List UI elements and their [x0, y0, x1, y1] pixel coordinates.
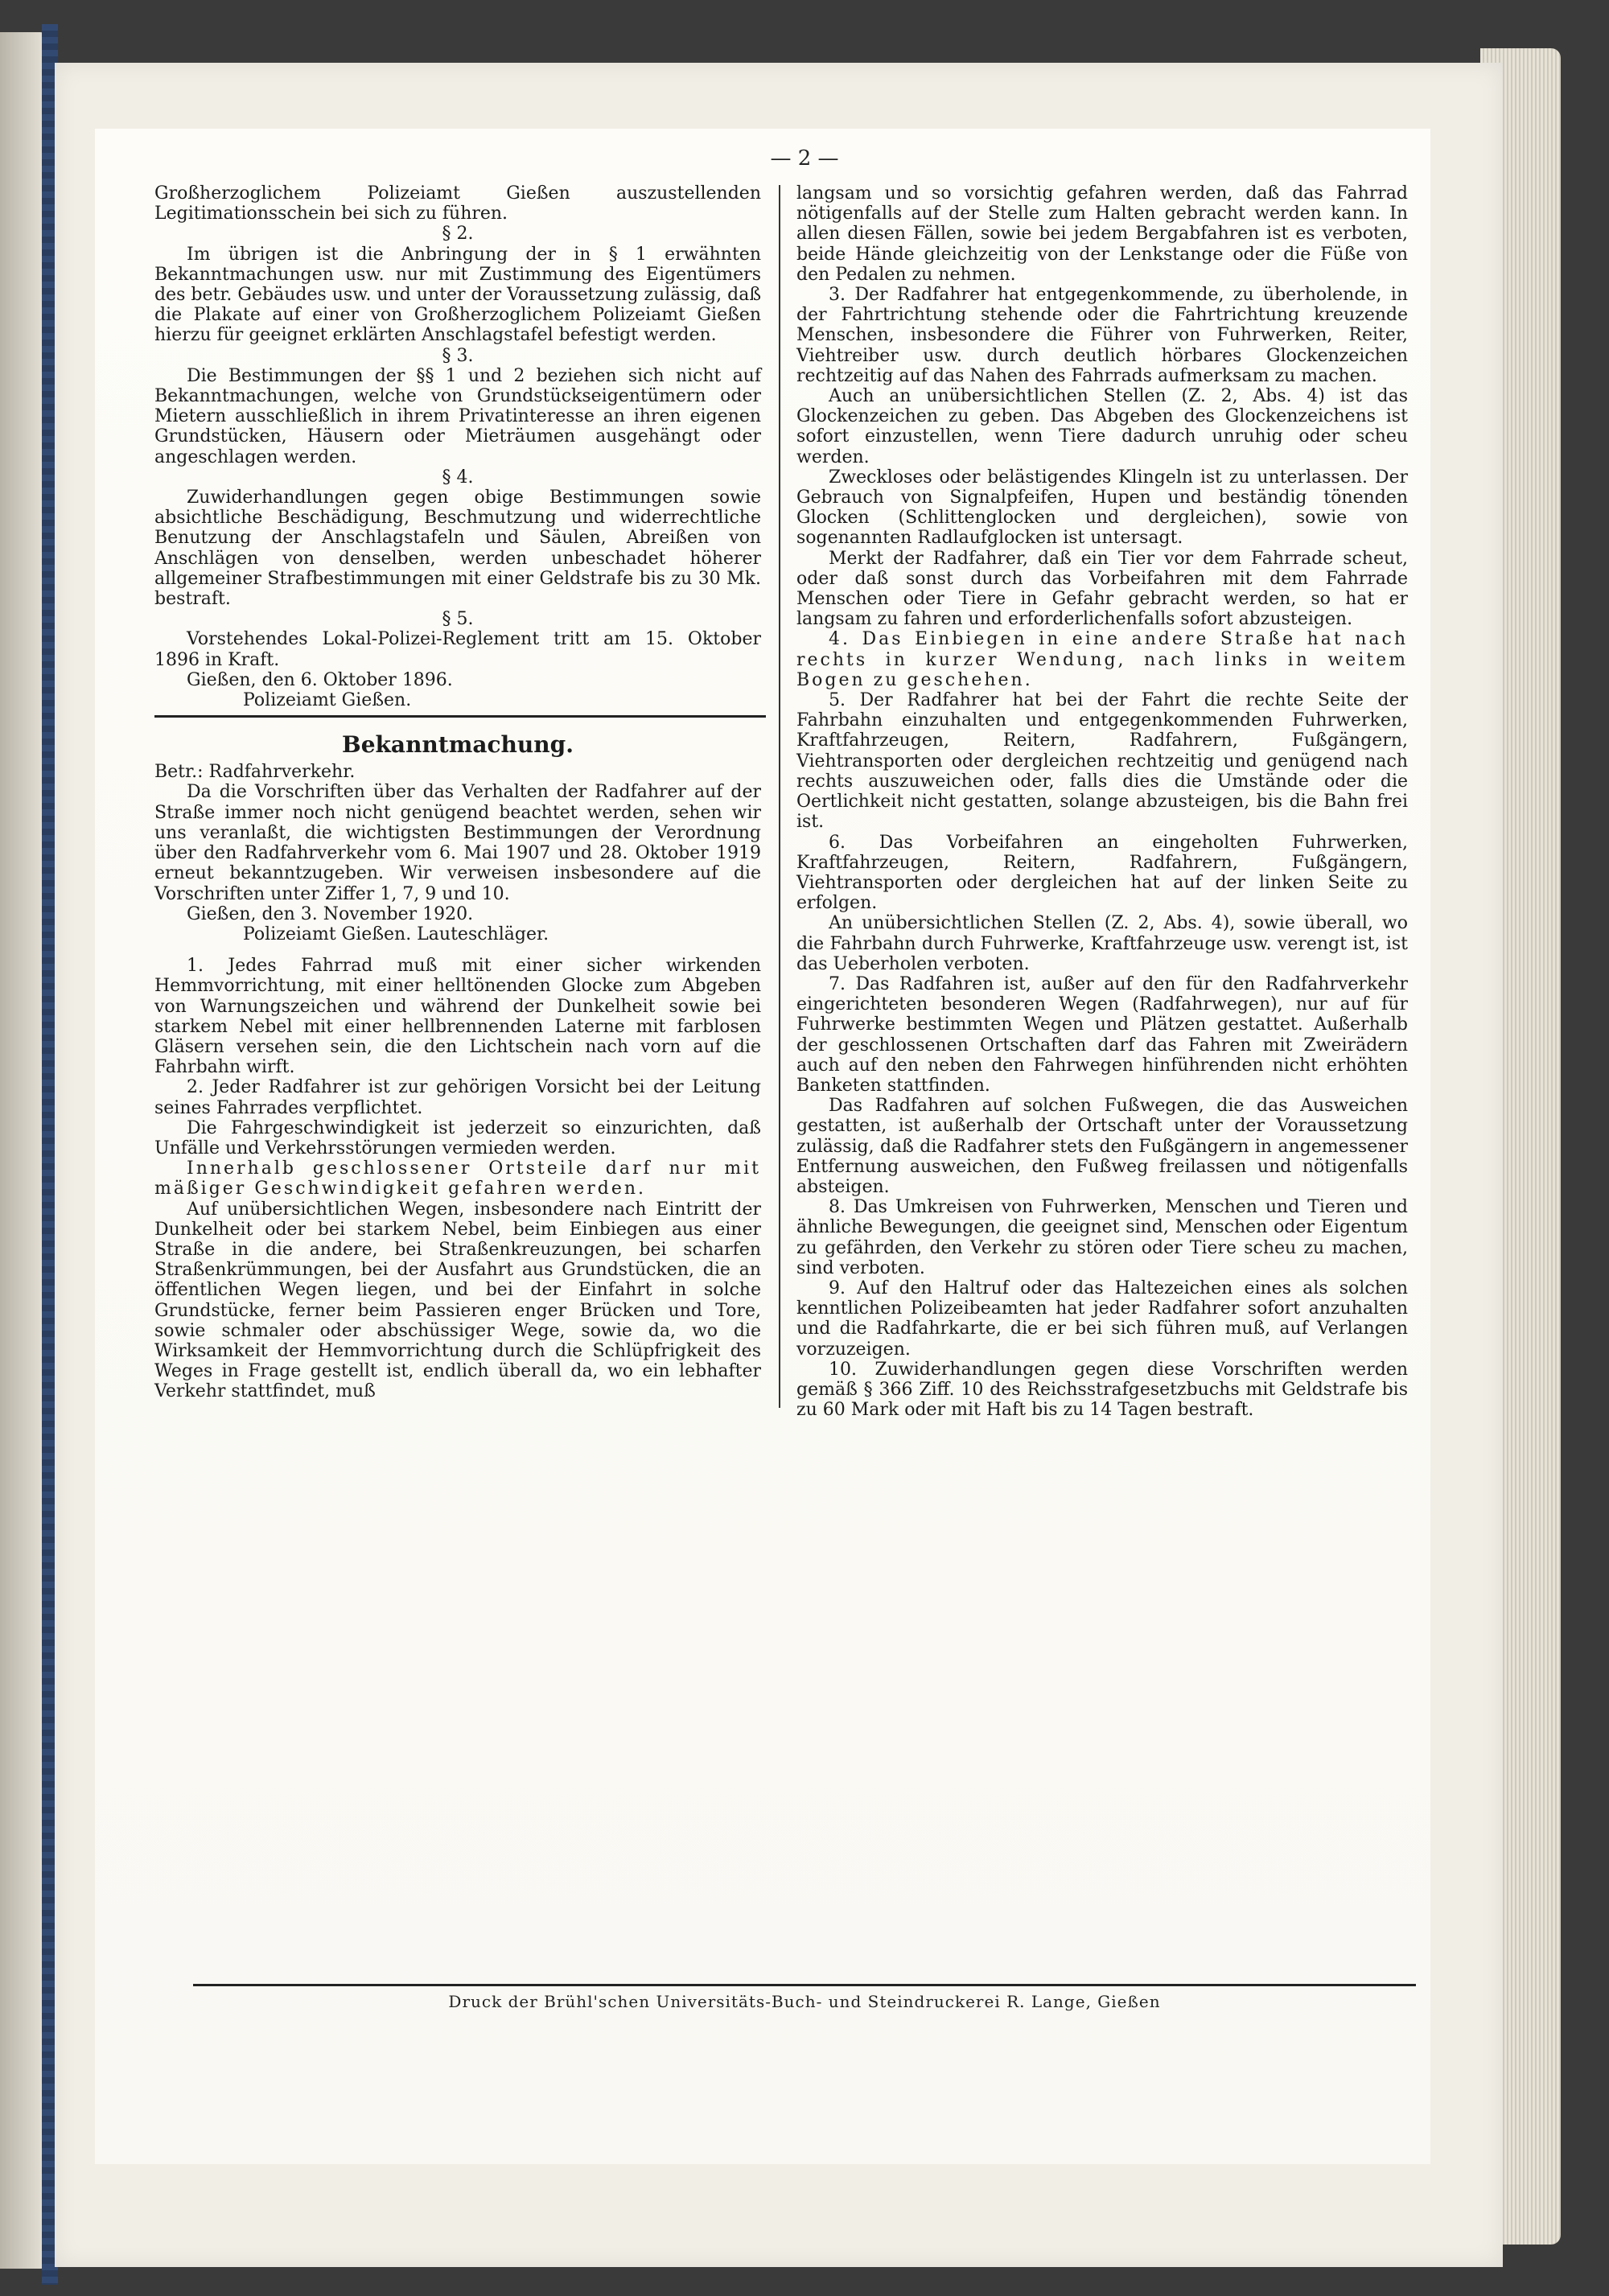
rule-3-ringing: Zweckloses oder belästigendes Klingeln ist zu unterlassen. Der Gebrauch von Signalpfeifen, Hupen und beständig tönenden Glocken (Schlittenglocken und dergleichen), sowie von sogenannten Radlaufglocken ist untersagt.	[796, 467, 1408, 549]
rule-1: 1. Jedes Fahrrad muß mit einer sicher wirkenden Hemmvorrichtung, mit einer helltönenden Glocke zum Abgeben von Warnungszeichen und während der Dunkelheit sowie bei starkem Nebel mit einer hellbrennenden Laterne mit farblosen Gläsern versehen sein, die den Lichtschein nach vorn auf die Fahrbahn wirft.	[154, 956, 761, 1078]
rule-3-animals: Merkt der Radfahrer, daß ein Tier vor dem Fahrrade scheut, oder daß sonst durch das Vorbeifahren mit dem Fahrrade Menschen oder Tiere in Gefahr gebracht werden, so hat er langsam zu fahren und erforderlichenfalls sofort abzusteigen.	[796, 548, 1408, 630]
section-4-text: Zuwiderhandlungen gegen obige Bestimmungen sowie absichtliche Beschädigung, Beschmutzung und widerrechtliche Benutzung der Anschlagstafeln und Säulen, Abreißen von Anschlägen von denselben, werden unbeschadet höherer allgemeiner Strafbestimmungen mit einer Geldstrafe bis zu 30 Mk. bestraft.	[154, 488, 761, 610]
printer-imprint: Druck der Brühl'schen Universitäts-Buch- und Steindruckerei R. Lange, Gießen	[448, 1992, 1161, 2011]
intro-paragraph: Großherzoglichem Polizeiamt Gießen auszustellenden Legitimationsschein bei sich zu führen.	[154, 183, 761, 224]
section-2-text: Im übrigen ist die Anbringung der in § 1 erwähnten Bekanntmachungen usw. nur mit Zustimmung des Eigentümers des betr. Gebäudes usw. und unter der Voraussetzung zulässig, daß die Plakate auf einer von Großherzoglichem Polizeiamt Gießen hierzu für geeignet erklärten Anschlagstafel befestigt werden.	[154, 244, 762, 346]
rule-10: 10. Zuwiderhandlungen gegen diese Vorschriften werden gemäß § 366 Ziff. 10 des Reichsstrafgesetzbuchs mit Geldstrafe bis zu 60 Mark oder mit Haft bis zu 14 Tagen bestraft.	[796, 1359, 1408, 1421]
rule-3-bell: Auch an unübersichtlichen Stellen (Z. 2, Abs. 4) ist das Glockenzeichen zu geben. Das Abgeben des Glockenzeichens ist sofort einzustellen, wenn Tiere dadurch unruhig oder scheu werden.	[796, 386, 1408, 467]
section-5-text: Vorstehendes Lokal-Polizei-Reglement tritt am 15. Oktober 1896 in Kraft.	[154, 629, 761, 670]
section-5-date: Gießen, den 6. Oktober 1896.	[187, 669, 453, 690]
announcement-title: Bekanntmachung.	[342, 731, 574, 759]
rule-6: 6. Das Vorbeifahren an eingeholten Fuhrwerken, Kraftfahrzeugen, Reitern, Radfahrern, Fußgängern, Viehtransporten oder dergleichen hat auf der linken Seite zu erfolgen.	[796, 832, 1408, 914]
announcement-signature: Polizeiamt Gießen. Lauteschläger.	[243, 924, 549, 944]
column-divider	[779, 185, 780, 1408]
rule-6-overtaking: An unübersichtlichen Stellen (Z. 2, Abs. 4), sowie überall, wo die Fahrbahn durch Fuhrwerke, Kraftfahrzeuge usw. verengt ist, ist das Ueberholen verboten.	[796, 913, 1408, 974]
continuation-paragraph: langsam und so vorsichtig gefahren werden, daß das Fahrrad nötigenfalls auf der Stelle zum Halten gebracht werden kann. In allen diesen Fällen, sowie bei jedem Bergabfahren ist es verboten, beide Hände gleichzeitig von der Lenkstange oder die Füße von den Pedalen zu nehmen.	[796, 183, 1408, 285]
rule-2-speed: Die Fahrgeschwindigkeit ist jederzeit so einzurichten, daß Unfälle und Verkehrsstörungen vermieden werden.	[154, 1117, 761, 1158]
section-5-mark: § 5.	[442, 609, 474, 630]
rule-4: 4. Das Einbiegen in eine andere Straße hat nach rechts in kurzer Wendung, nach links in weitem Bogen zu geschehen.	[796, 629, 1408, 690]
section-5-signature: Polizeiamt Gießen.	[243, 690, 412, 711]
rule-2: 2. Jeder Radfahrer ist zur gehörigen Vorsicht bei der Leitung seines Fahrrades verpflichtet.	[154, 1077, 761, 1118]
section-4-mark: § 4.	[442, 467, 474, 488]
footer-rule	[193, 1984, 1416, 1986]
section-rule	[154, 715, 766, 718]
rule-8: 8. Das Umkreisen von Fuhrwerken, Menschen und Tieren und ähnliche Bewegungen, die geeignet sind, Menschen oder Eigentum zu gefährden, den Verkehr zu stören oder Tiere scheu zu machen, sind verboten.	[796, 1197, 1408, 1278]
rule-7-footpaths: Das Radfahren auf solchen Fußwegen, die das Ausweichen gestatten, ist außerhalb der Ortschaft unter der Voraussetzung zulässig, daß die Radfahrer stets den Fußgängern in angemessener Entfernung ausweichen, den Fußweg freilassen und nötigenfalls absteigen.	[796, 1096, 1408, 1197]
page-number: — 2 —	[770, 146, 839, 171]
announcement-subject: Betr.: Radfahrverkehr.	[154, 762, 356, 783]
rule-5: 5. Der Radfahrer hat bei der Fahrt die rechte Seite der Fahrbahn einzuhalten und entgegenkommenden Fuhrwerken, Kraftfahrzeugen, Reitern, Radfahrern, Fußgängern, Viehtransporten oder dergleichen rechtzeitig und genügend nach rechts auszuweichen oder, falls dies die Umstände oder die Oertlichkeit nicht gestatten, solange abzusteigen, bis die Bahn frei ist.	[796, 690, 1408, 833]
rule-2-town: Innerhalb geschlossener Ortsteile darf nur mit mäßiger Geschwindigkeit gefahren werden.	[154, 1158, 761, 1199]
section-3-mark: § 3.	[442, 345, 474, 366]
rule-2-caution: Auf unübersichtlichen Wegen, insbesondere nach Eintritt der Dunkelheit oder bei starkem Nebel, beim Einbiegen aus einer Straße in die andere, bei Straßenkreuzungen, bei scharfen Straßenkrümmungen, bei der Ausfahrt aus Grundstücken, die an öffentlichen Wegen liegen, und bei der Einfahrt in solche Grundstücke, ferner beim Passieren enger Brücken und Tore, sowie schmaler oder abschüssiger Wege, sowie da, wo die Wirksamkeit der Hemmvorrichtung durch die Schlüpfrigkeit des Weges in Frage gestellt ist, endlich überall da, wo ein lebhafter Verkehr stattfindet, muß	[154, 1199, 761, 1402]
left-column	[154, 183, 761, 1402]
rule-9: 9. Auf den Haltruf oder das Haltezeichen eines als solchen kenntlichen Polizeibeamten hat jeder Radfahrer sofort anzuhalten und die Radfahrkarte, die er bei sich führen muß, auf Verlangen vorzuzeigen.	[796, 1278, 1408, 1360]
rule-7: 7. Das Radfahren ist, außer auf den für den Radfahrverkehr eingerichteten besonderen Wegen (Radfahrwegen), nur auf für Fuhrwerke bestimmten Wegen und Plätzen gestattet. Außerhalb der geschlossenen Ortschaften darf das Fahren mit Zweirädern auch auf den neben den Fahrwegen hinführenden nicht erhöhten Banketen stattfinden.	[796, 973, 1408, 1096]
section-2-mark: § 2.	[442, 224, 474, 245]
announcement-intro: Da die Vorschriften über das Verhalten der Radfahrer auf der Straße immer noch nicht genügend beachtet werden, sehen wir uns veranlaßt, die wichtigsten Bestimmungen der Verordnung über den Radfahrverkehr vom 6. Mai 1907 und 28. Oktober 1919 erneut bekanntzugeben. Wir verweisen insbesondere auf die Vorschriften unter Ziffer 1, 7, 9 und 10.	[154, 782, 761, 904]
left-page-edge	[0, 32, 48, 2269]
rule-3: 3. Der Radfahrer hat entgegenkommende, zu überholende, in der Fahrtrichtung stehende oder die Fahrtrichtung kreuzende Menschen, insbesondere die Führer von Fuhrwerken, Reiter, Viehtreiber usw. durch deutlich hörbares Glockenzeichen rechtzeitig auf das Nahen des Fahrrads aufmerksam zu machen.	[796, 285, 1408, 386]
right-column	[796, 183, 1408, 1420]
section-3-text: Die Bestimmungen der §§ 1 und 2 beziehen sich nicht auf Bekanntmachungen, welche von Grundstückseigentümern oder Mietern ausschließlich in ihrem Privatinteresse an ihren eigenen Grundstücken, Häusern oder Mieträumen ausgehängt oder angeschlagen werden.	[154, 365, 761, 467]
announcement-date: Gießen, den 3. November 1920.	[187, 903, 474, 924]
